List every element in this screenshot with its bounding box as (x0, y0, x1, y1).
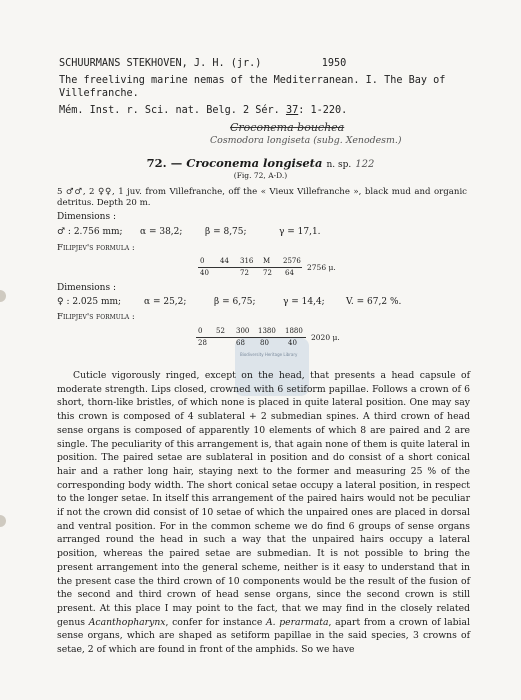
species-name: Croconema longiseta (186, 156, 323, 170)
male-dimensions-label: Dimensions : (57, 212, 116, 222)
formula-top-value: 1380 (258, 327, 276, 335)
formula-bottom-value: 40 (288, 339, 297, 347)
male-gamma: γ = 17,1. (279, 227, 321, 237)
formula-top-value: 316 (240, 257, 254, 265)
figure-reference: (Fig. 72, A-D.) (233, 171, 288, 180)
genus-name: Acanthopharynx (88, 616, 166, 628)
reference-title-line-1: The freeliving marine nemas of the Mediterranean. I. The Bay of (59, 75, 446, 86)
formula-top-value: 2576 (283, 257, 301, 265)
formula-bottom-value: 72 (240, 269, 249, 277)
reference-author-line (59, 58, 346, 69)
formula-top-value: M (263, 257, 271, 265)
reference-year: 1950 (321, 58, 347, 69)
struck-name-annotation: Croconema bouchea (230, 121, 345, 134)
formula-top-value: 0 (198, 327, 203, 335)
reference-pages: : 1-220. (298, 105, 348, 116)
male-alpha: α = 38,2; (140, 227, 183, 237)
formula-top-value: 300 (236, 327, 250, 335)
species-name-cited: A. perarmata (265, 616, 329, 628)
formula-top-value: 52 (216, 327, 225, 335)
formula-fraction-bar (196, 337, 306, 338)
male-beta: β = 8,75; (205, 227, 247, 237)
female-gamma: γ = 14,4; (283, 297, 325, 307)
female-beta: β = 6,75; (214, 297, 256, 307)
species-heading (0, 156, 521, 170)
female-alpha: α = 25,2; (144, 297, 187, 307)
female-v: V. = 67,2 %. (346, 297, 402, 307)
formula-total: 2756 μ. (307, 263, 336, 272)
formula-total: 2020 μ. (311, 333, 340, 342)
male-formula-label: Filipjev's formula : (57, 243, 135, 253)
margin-number-annotation: 122 (355, 159, 375, 170)
female-formula-label: Filipjev's formula : (57, 312, 135, 322)
binder-hole (0, 515, 6, 527)
formula-bottom-value: 80 (260, 339, 269, 347)
reference-title-line-2: Villefranche. (59, 88, 139, 99)
binder-hole (0, 290, 6, 302)
formula-bottom-value: 28 (198, 339, 207, 347)
formula-bottom-value: 68 (236, 339, 245, 347)
formula-bottom-value: 64 (285, 269, 294, 277)
female-dimensions-label: Dimensions : (57, 283, 116, 293)
formula-top-value: 0 (200, 257, 205, 265)
female-length: ♀ : 2.025 mm; (57, 297, 122, 307)
reference-journal-line (59, 105, 347, 116)
formula-bottom-value: 40 (200, 269, 209, 277)
formula-top-value: 44 (220, 257, 229, 265)
species-status: n. sp. (326, 160, 352, 170)
reference-volume: 37 (285, 105, 299, 116)
reference-journal: Mém. Inst. r. Sci. nat. Belg. 2 Sér. (59, 105, 286, 116)
male-length: ♂ : 2.756 mm; (57, 227, 123, 237)
handwritten-annotation: Cosmodora longiseta (subg. Xenodesm.) (210, 135, 402, 146)
library-stamp-text: Biodiversity Heritage Library (240, 352, 298, 357)
heading-dash: — (170, 156, 183, 170)
reference-author: SCHUURMANS STEKHOVEN, J. H. (jr.) (59, 58, 262, 69)
formula-bottom-value: 72 (263, 269, 272, 277)
description-body (57, 369, 470, 657)
formula-fraction-bar (198, 267, 302, 268)
material-paragraph: 5 ♂♂, 2 ♀♀, 1 juv. from Villefranche, off the « Vieux Villefranche », black mud and organic detritus. Depth 20 m. (57, 187, 467, 208)
species-number: 72. (146, 156, 167, 170)
formula-top-value: 1880 (285, 327, 303, 335)
description-paragraph: Cuticle vigorously ringed, except on the head, that presents a head capsule of moderate strength. Lips closed, crowned with 6 setiform papillae. Follows a crown of 6 short, thorn-like bristles, of which none is placed in quite lateral position. One may say this crown is composed of 4 sublateral + 2 submedian spines. A third crown of head sense organs is composed of apparently 10 elements of which 8 are paired and 2 are single. The peculiarity of this arrangement is, that again none of them is quite lateral in position. The paired setae are sublateral in position and do consist of a short conical hair and a rather long hair, staying next to the former and measuring 25 % of the corresponding body width. The short conical setae occupy a lateral position, in respect to the longer setae. In itself this arrangement of the paired hairs would not be peculiar if not the crown did consist of 10 setae of which the unpaired ones are placed in dorsal and ventral position. For in the common scheme we do find 6 groups of sense organs arranged round the head in such a way that the unpaired hairs occupy a lateral position, whereas the paired setae are submedian. It is not possible to bring the present arrangement into the general scheme, neither is it easy to understand that in the present case the third crown of 10 components would be the result of the fusion of the second and third crown of head sense organs, since the second crown is still present. At this place I may point to the fact, that we may find in the closely related genus Acanthopharynx, confer for instance A. perarmata, apart from a crown of labial sense organs, which are shaped as setiform papillae in the said species, 3 crowns of setae, 2 of which are found in front of the amphids. So we have (57, 370, 470, 656)
